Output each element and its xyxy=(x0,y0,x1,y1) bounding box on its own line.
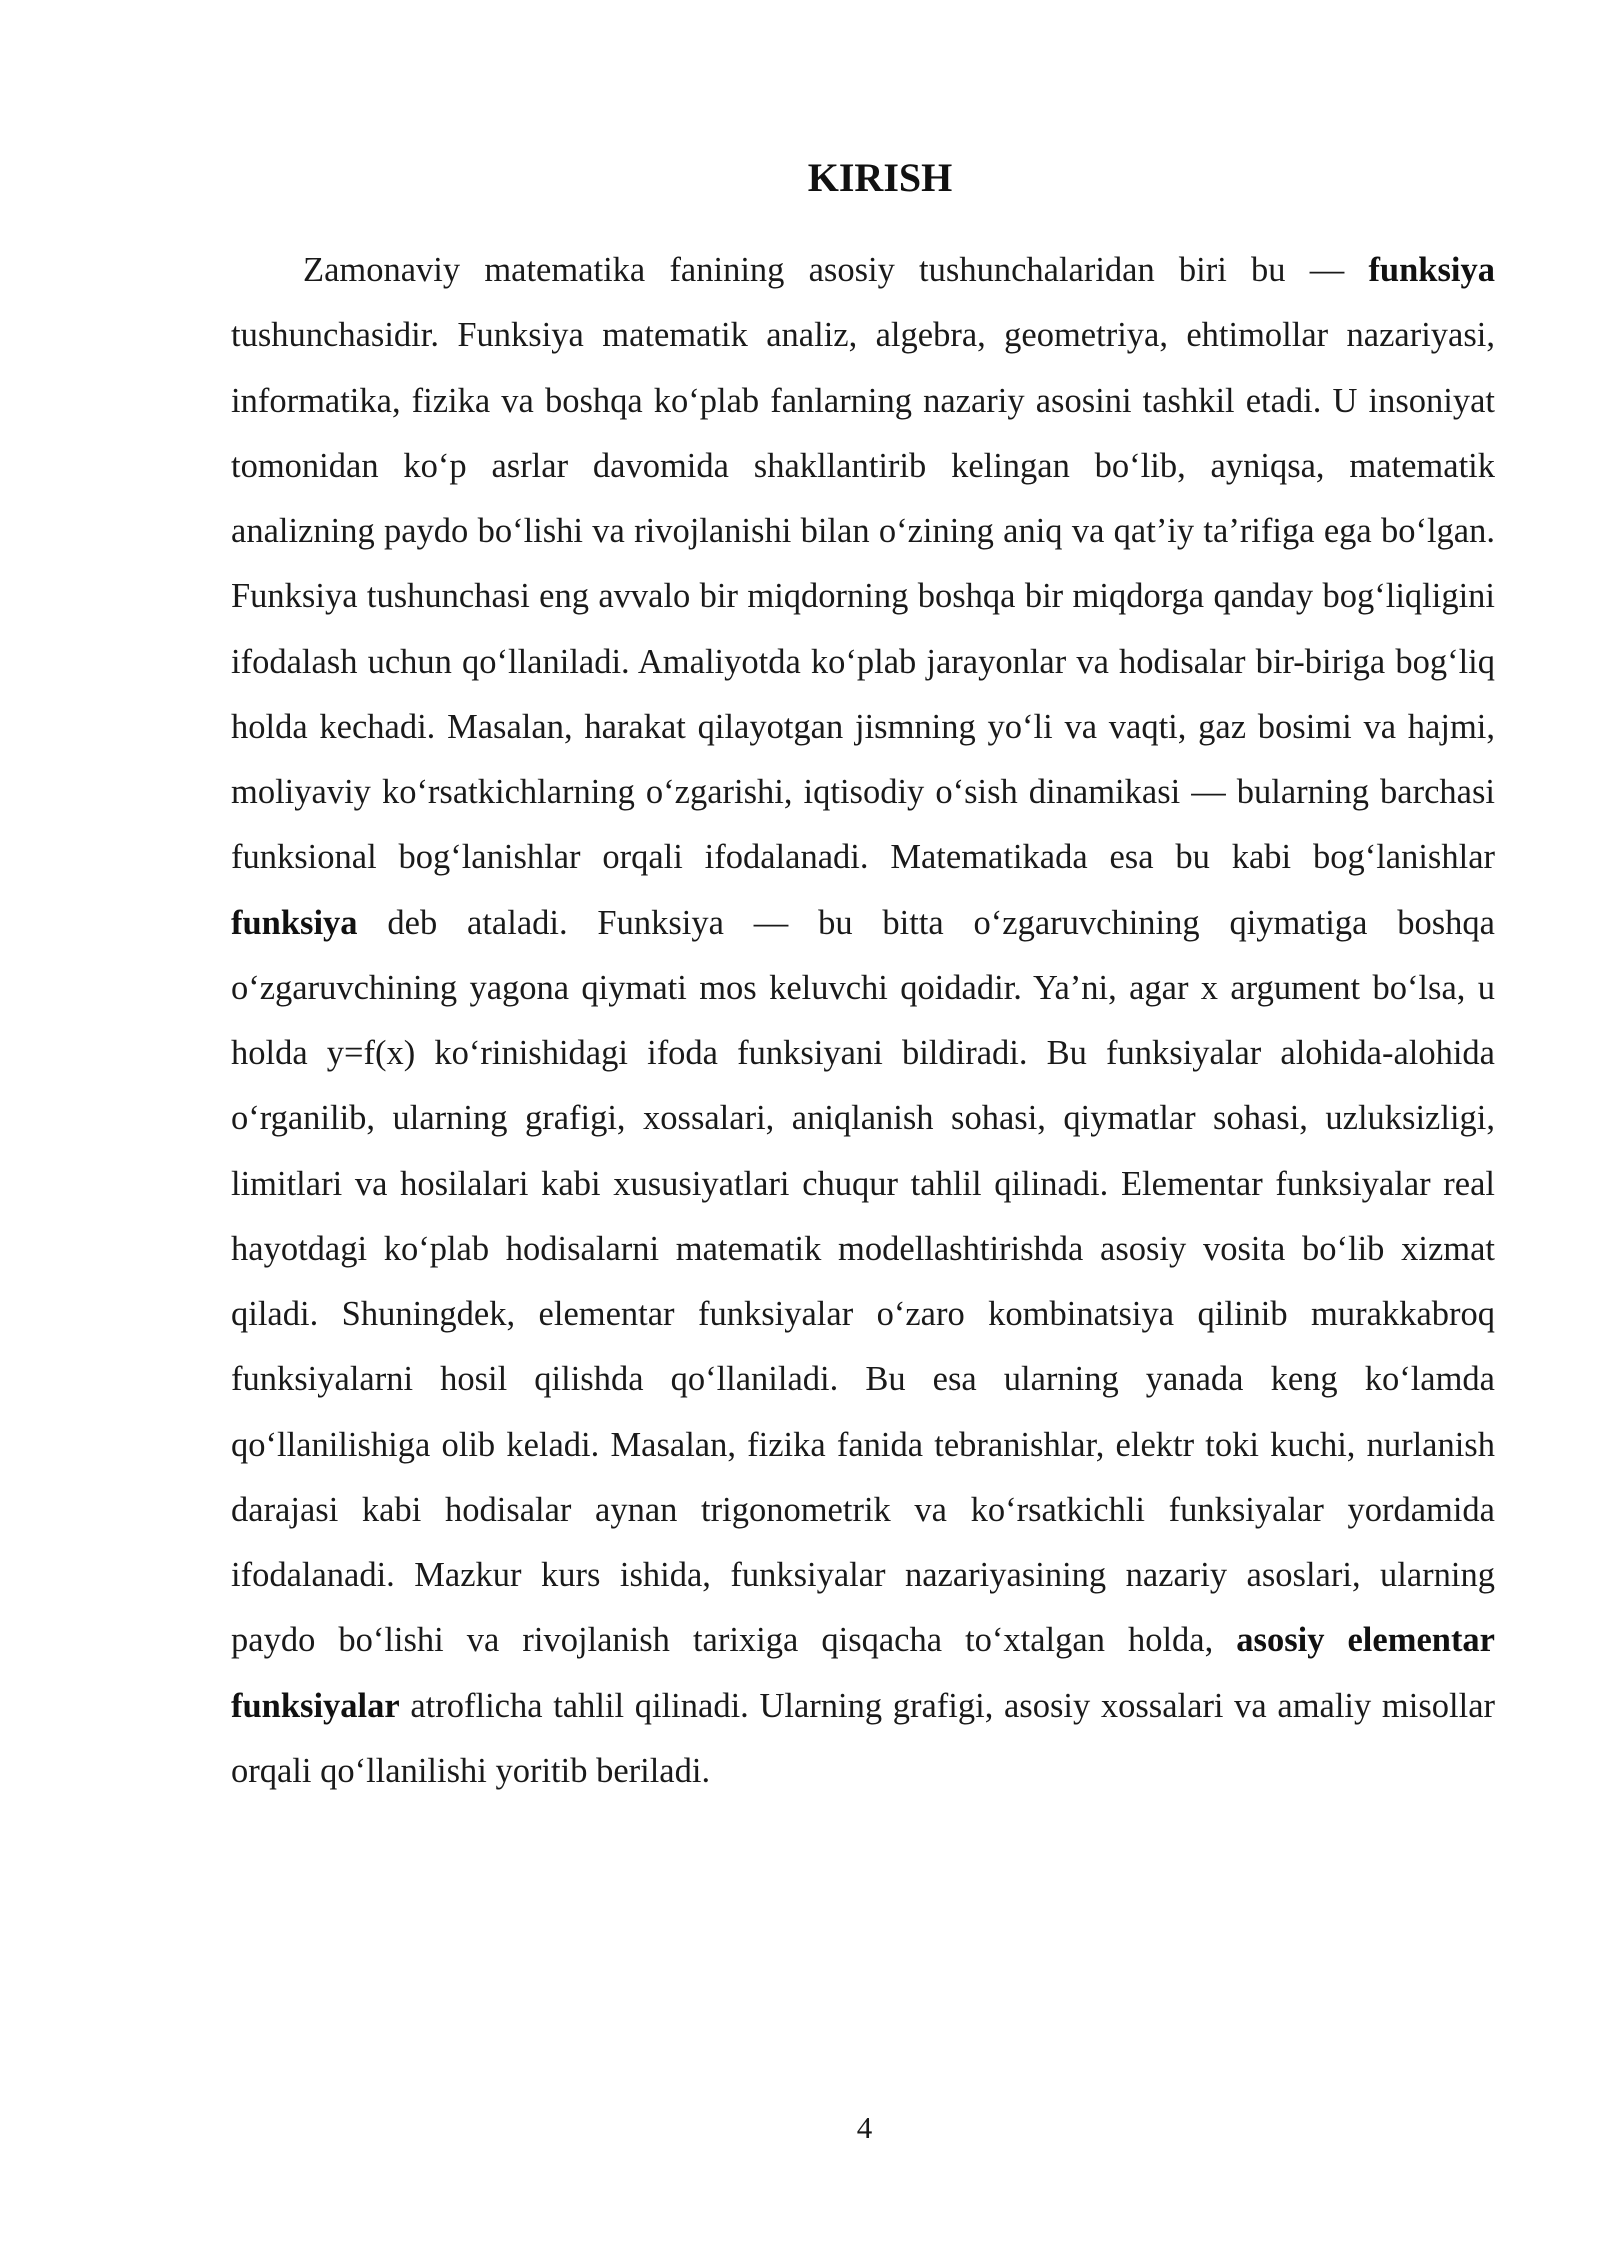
paragraph-text-segment: deb ataladi. Funksiya — bu bitta o‘zgaruvchining qiymatiga boshqa o‘zgaruvchining yagona qiymati mos keluvchi qoidadir. Ya’ni, agar x argument bo‘lsa, u holda y=f(x) ko‘rinishidagi ifoda funksiyani bildiradi. Bu funksiyalar alohida-alohida o‘rganilib, ularning grafigi, xossalari, aniqlanish sohasi, qiymatlar sohasi, uzluksizligi, limitlari va hosilalari kabi xususiyatlari chuqur tahlil qilinadi. Elementar funksiyalar real hayotdagi ko‘plab hodisalarni matematik modellashtirishda asosiy vosita bo‘lib xizmat qiladi. Shuningdek, elementar funksiyalar o‘zaro kombinatsiya qilinib murakkabroq funksiyalarni hosil qilishda qo‘llaniladi. Bu esa ularning yanada keng ko‘lamda qo‘llanilishiga olib keladi. Masalan, fizika fanida tebranishlar, elektr toki kuchi, nurlanish darajasi kabi hodisalar aynan trigonometrik va ko‘rsatkichli funksiyalar yordamida ifodalanadi. Mazkur kurs ishida, funksiyalar nazariyasining nazariy asoslari, ularning paydo bo‘lishi va rivojlanish tarixiga qisqacha to‘xtalgan holda, xyxy=(231,903,1495,1660)
bold-term-asosiy-elementar-funksiyalar: asosiy elementar funksiyalar xyxy=(231,1621,1495,1725)
introduction-paragraph xyxy=(231,238,1495,1804)
paragraph-text-segment: Zamonaviy matematika fanining asosiy tushunchalaridan biri bu — xyxy=(303,251,1369,289)
paragraph-text-segment: atroflicha tahlil qilinadi. Ularning grafigi, asosiy xossalari va amaliy misollar orqali qo‘llanilishi yoritib beriladi. xyxy=(231,1686,1495,1790)
page-number: 4 xyxy=(856,2110,873,2145)
page-title: KIRISH xyxy=(807,155,953,200)
bold-term-funksiya: funksiya xyxy=(231,903,358,942)
paragraph-text-segment: tushunchasidir. Funksiya matematik analiz, algebra, geometriya, ehtimollar nazariyasi, informatika, fizika va boshqa ko‘plab fanlarning nazariy asosini tashkil etadi. U insoniyat tomonidan ko‘p asrlar davomida shakllantirib kelingan bo‘lib, ayniqsa, matematik analizning paydo bo‘lishi va rivojlanishi bilan o‘zining aniq va qat’iy ta’rifiga ega bo‘lgan. Funksiya tushunchasi eng avvalo bir miqdorning boshqa bir miqdorga qanday bog‘liqligini ifodalash uchun qo‘llaniladi. Amaliyotda ko‘plab jarayonlar va hodisalar bir-biriga bog‘liq holda kechadi. Masalan, harakat qilayotgan jismning yo‘li va vaqti, gaz bosimi va hajmi, moliyaviy ko‘rsatkichlarning o‘zgarishi, iqtisodiy o‘sish dinamikasi — bularning barchasi funksional bog‘lanishlar orqali ifodalanadi. Matematikada esa bu kabi bog‘lanishlar xyxy=(231,316,1495,877)
bold-term-funksiya: funksiya xyxy=(1368,251,1495,289)
